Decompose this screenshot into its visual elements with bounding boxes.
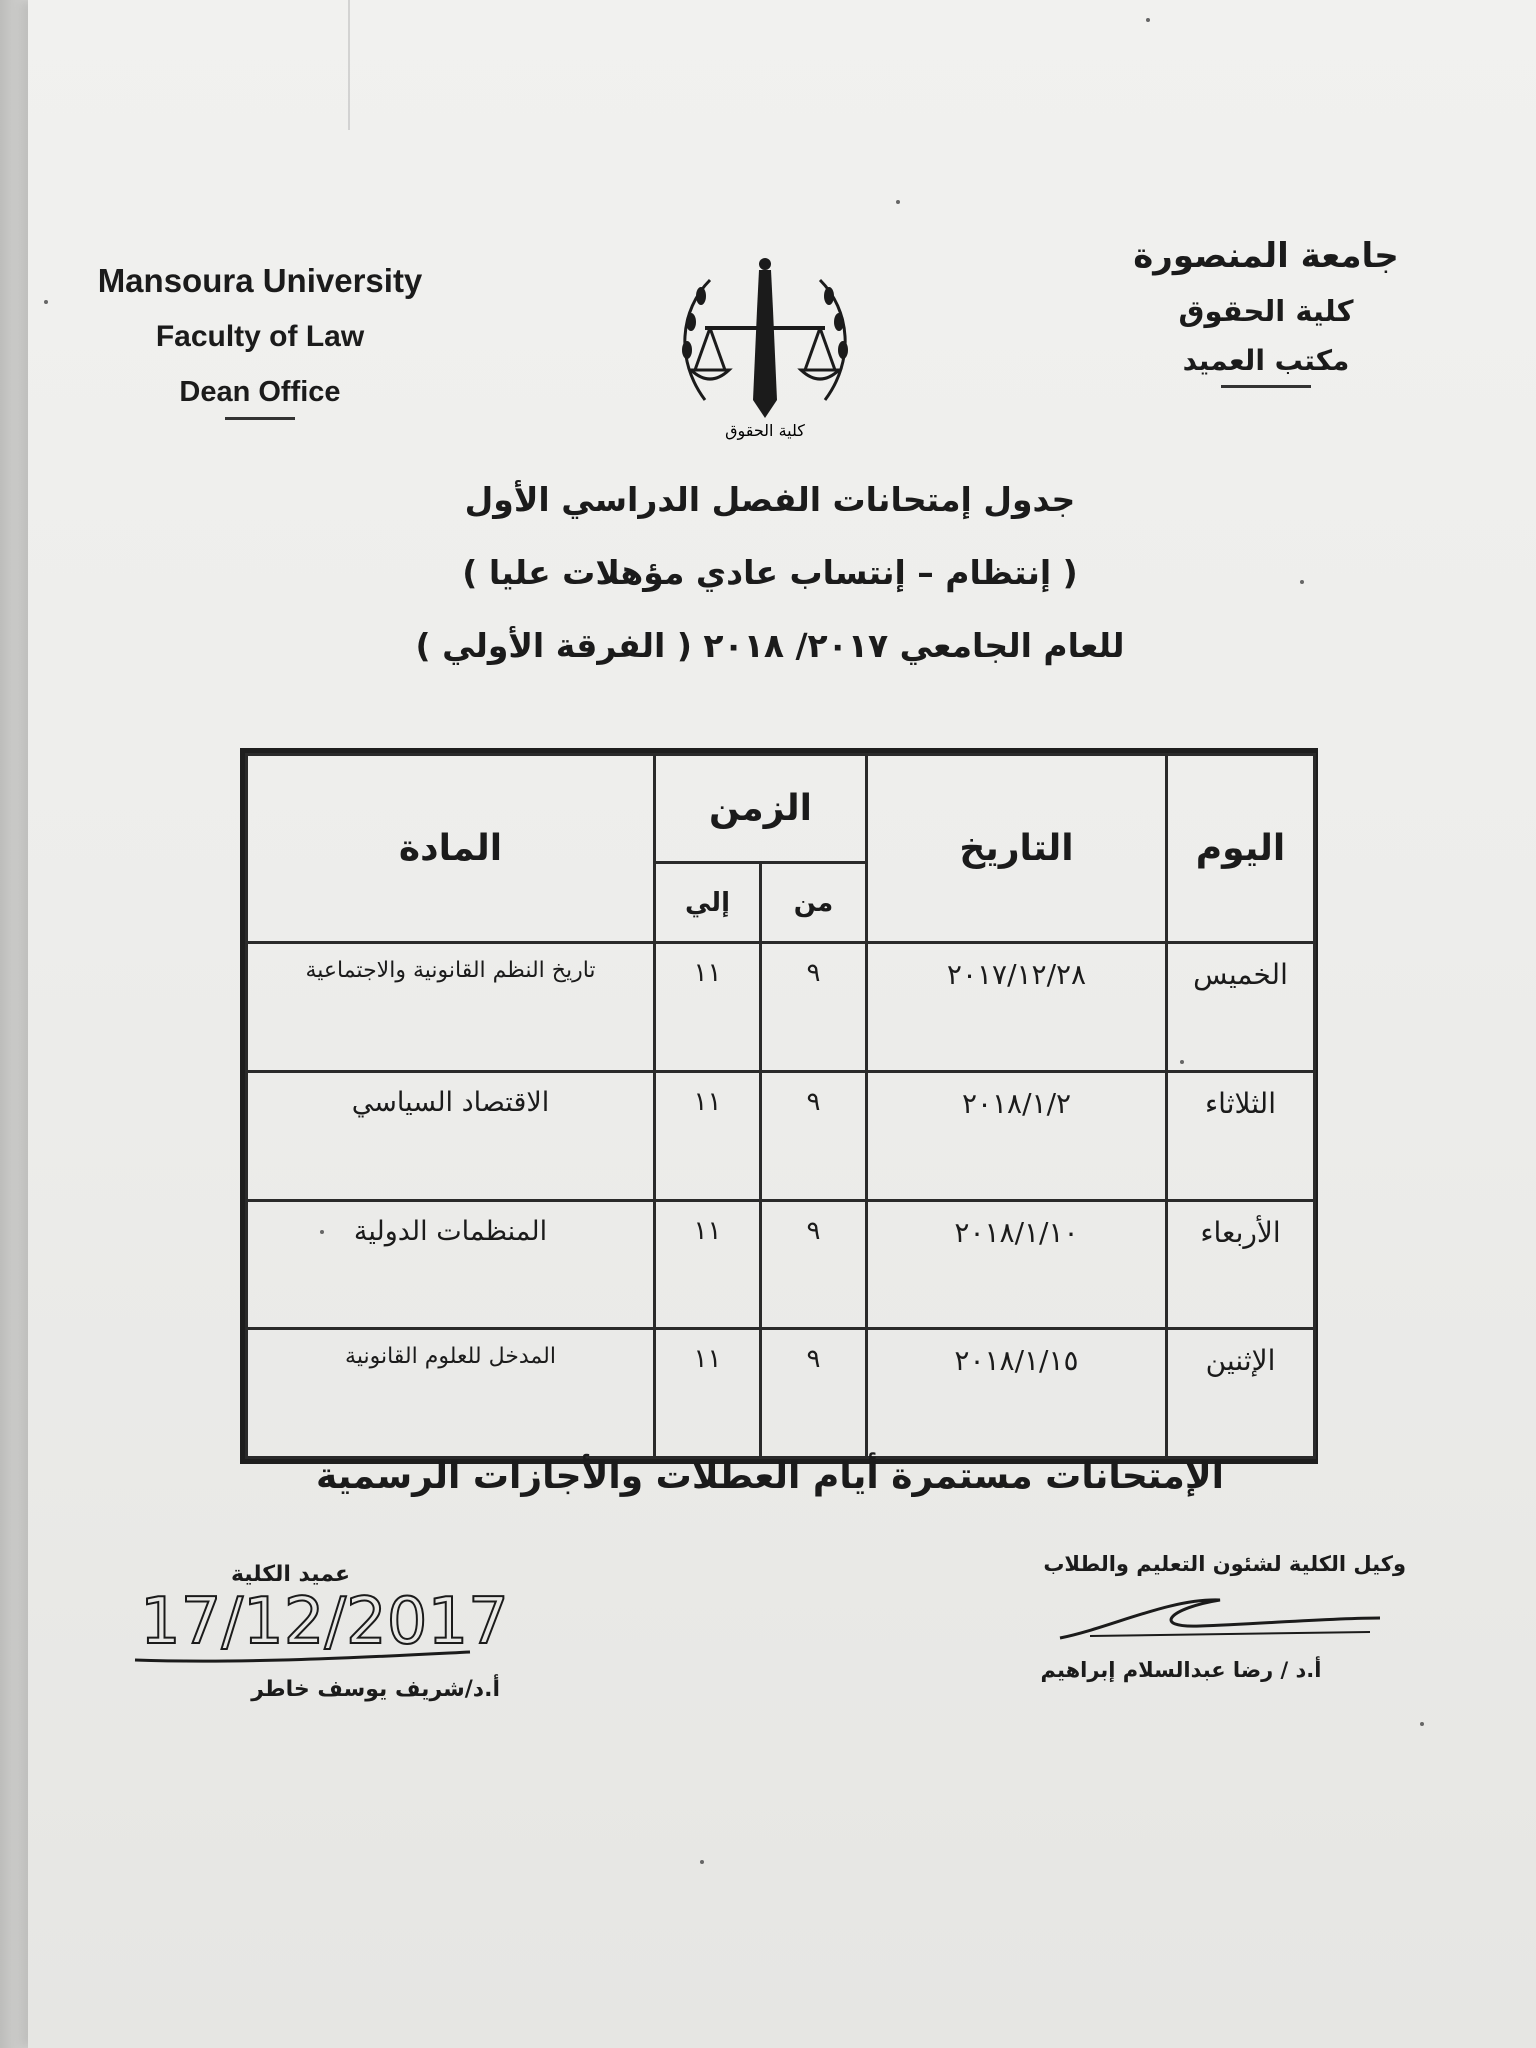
cell-date: ٢٠١٨/١/١٥ [867,1329,1167,1458]
cell-to: ١١ [655,1329,761,1458]
scales-of-justice-emblem-icon [665,250,865,440]
document-titles [260,480,1280,699]
header-subject: المادة [247,755,655,943]
paper-crease [348,0,350,130]
cell-from: ٩ [761,1329,867,1458]
speck [320,1230,324,1234]
faculty-name-ar: كلية الحقوق [1178,294,1354,328]
header-time: الزمن [655,755,867,863]
speck [1180,1060,1184,1064]
dean-title: عميد الكلية [230,1562,350,1587]
office-name-en: Dean Office [179,376,341,408]
title-line-3: للعام الجامعي ٢٠١٧/ ٢٠١٨ ( الفرقة الأولي ) [415,626,1125,665]
faculty-name-en: Faculty of Law [155,320,365,353]
cell-to: ١١ [655,1071,761,1200]
table-row [247,1329,1315,1458]
cell-to: ١١ [655,1200,761,1329]
vice-dean-signature-icon [1050,1588,1390,1648]
title-line-1: جدول إمتحانات الفصل الدراسي الأول [464,480,1076,519]
vice-dean-title: وكيل الكلية لشئون التعليم والطلاب [1043,1552,1406,1576]
vice-dean-name: أ.د / رضا عبدالسلام إبراهيم [1040,1658,1322,1682]
cell-date: ٢٠١٧/١٢/٢٨ [867,943,1167,1072]
header-day: اليوم [1167,755,1315,943]
dean-signature-icon [130,1548,590,1688]
cell-subject: المدخل للعلوم القانونية [247,1329,655,1458]
cell-from: ٩ [761,1071,867,1200]
handwritten-date: 17/12/2017 [140,1585,509,1659]
cell-day: الخميس [1167,943,1315,1072]
underline [225,417,295,420]
cell-day: الثلاثاء [1167,1071,1315,1200]
cell-from: ٩ [761,1200,867,1329]
speck [1420,1722,1424,1726]
cell-day: الأربعاء [1167,1200,1315,1329]
header-date: التاريخ [867,755,1167,943]
table-row [247,1200,1315,1329]
cell-day: الإثنين [1167,1329,1315,1458]
exam-schedule-table [240,748,1318,1464]
cell-subject: المنظمات الدولية [247,1200,655,1329]
table-row [247,943,1315,1072]
header-to: إلي [655,863,761,943]
cell-date: ٢٠١٨/١/١٠ [867,1200,1167,1329]
cell-date: ٢٠١٨/١/٢ [867,1071,1167,1200]
speck [896,200,900,204]
cell-subject: الاقتصاد السياسي [247,1071,655,1200]
title-line-2: ( إنتظام – إنتساب عادي مؤهلات عليا ) [462,553,1078,592]
holiday-note: الإمتحانات مستمرة أيام العطلات والأجازات الرسمية [316,1456,1224,1497]
speck [44,300,48,304]
speck [1300,580,1304,584]
emblem-text: كلية الحقوق [725,421,805,440]
underline [1221,385,1311,388]
header-from: من [761,863,867,943]
header-arabic [1086,236,1446,388]
speck [700,1860,704,1864]
header-english [60,262,460,420]
university-name-en: Mansoura University [97,262,423,299]
cell-from: ٩ [761,943,867,1072]
university-name-ar: جامعة المنصورة [1133,236,1399,276]
speck [1146,18,1150,22]
cell-subject: تاريخ النظم القانونية والاجتماعية [247,943,655,1072]
office-name-ar: مكتب العميد [1182,344,1350,377]
table-row [247,1071,1315,1200]
dean-name: أ.د/شريف يوسف خاطر [251,1677,500,1702]
cell-to: ١١ [655,943,761,1072]
